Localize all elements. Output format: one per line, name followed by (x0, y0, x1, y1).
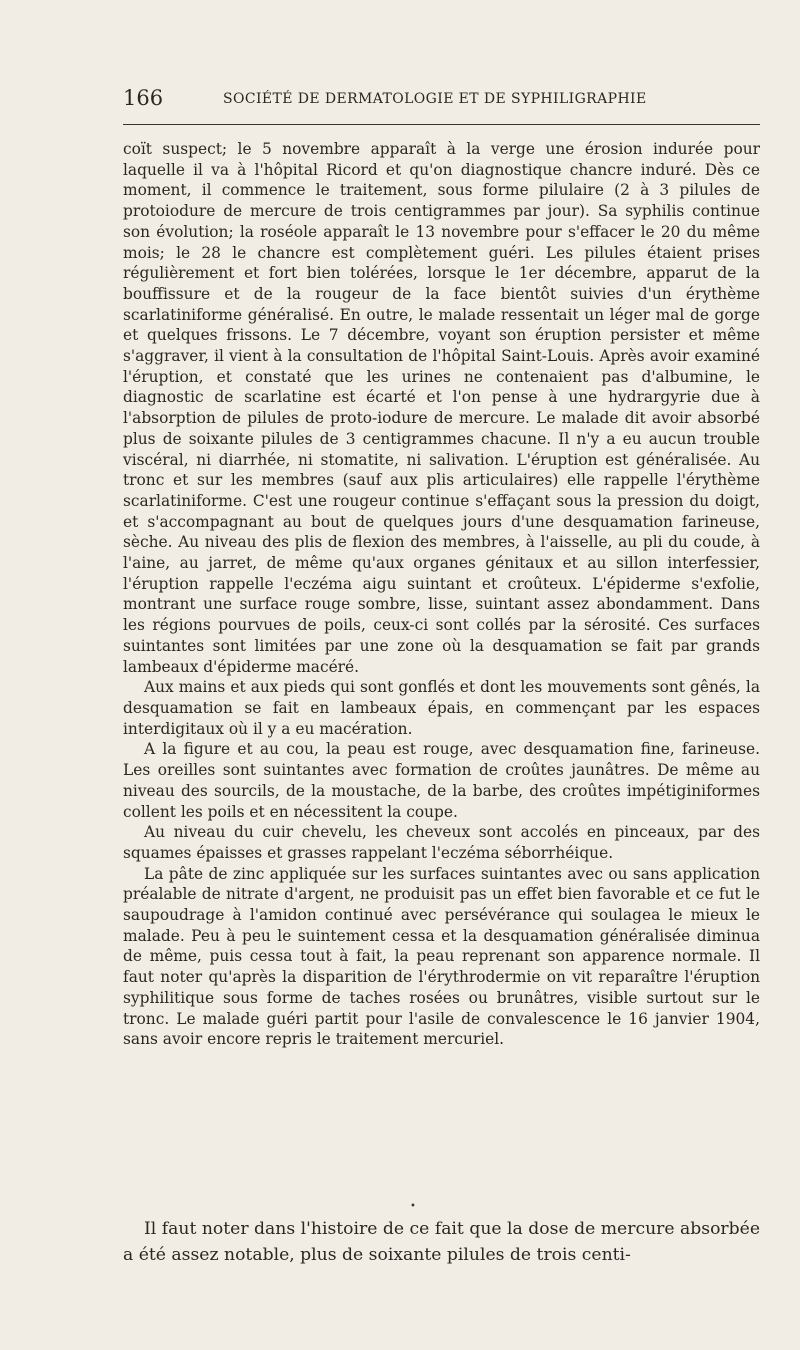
closing-section (123, 1216, 760, 1268)
body-text (123, 139, 760, 1050)
paragraph-face-neck: A la figure et au cou, la peau est rouge, avec desquamation fine, farineuse. Les oreilles sont suintantes avec formation de croûtes jaunâtres. De même au niveau des sourcils, de la moustache, de la barbe, des croûtes impétiginiformes collent les poils et en nécessitent la coupe. (123, 740, 760, 821)
paragraph-case-history: coït suspect; le 5 novembre apparaît à la verge une érosion indurée pour laquelle il va à l'hôpital Ricord et qu'on diagnostique chancre induré. Dès ce moment, il commence le traitement, sous forme pilulaire (2 à 3 pilules de protoiodure de mercure de trois centigrammes par jour). Sa syphilis continue son évolution; la roséole apparaît le 13 novembre pour s'effacer le 20 du même mois; le 28 le chancre est complètement guéri. Les pilules étaient prises régulièrement et fort bien tolérées, lorsque le 1er décembre, apparut de la bouffissure et de la rougeur de la face bientôt suivies d'un érythème scarlatiniforme généralisé. En outre, le malade ressentait un léger mal de gorge et quelques frissons. Le 7 décembre, voyant son éruption persister et même s'aggraver, il vient à la consultation de l'hôpital Saint-Louis. Après avoir examiné l'éruption, et constaté que les urines ne contenaient pas d'albumine, le diagnostic de scarlatine est écarté et l'on pense à une hydrargyrie due à l'absorption de pilules de proto-iodure de mercure. Le malade dit avoir absorbé plus de soixante pilules de 3 centigrammes chacune. Il n'y a eu aucun trouble viscéral, ni diarrhée, ni stomatite, ni salivation. L'éruption est généralisée. Au tronc et sur les membres (sauf aux plis articulaires) elle rappelle l'érythème scarlatiniforme. C'est une rougeur continue s'effaçant sous la pression du doigt, et s'accompagnant au bout de quelques jours d'une desquamation farineuse, sèche. Au niveau des plis de flexion des membres, à l'aisselle, au pli du coude, à l'aine, au jarret, de même qu'aux organes génitaux et au sillon interfessier, l'éruption rappelle l'eczéma aigu suintant et croûteux. L'épiderme s'exfolie, montrant une surface rouge sombre, lisse, suintant assez abondamment. Dans les régions pourvues de poils, ceux-ci sont collés par la sérosité. Ces surfaces suintantes sont limitées par une zone où la desquamation se fait par grands lambeaux d'épiderme macéré. (123, 140, 760, 676)
page-header (123, 86, 763, 110)
paragraph-hands-feet: Aux mains et aux pieds qui sont gonflés et dont les mouvements sont gênés, la desquamation se fait en lambeaux épais, en commençant par les espaces interdigitaux où il y a eu macération. (123, 678, 760, 738)
page-number: 166 (123, 86, 164, 110)
paragraph-treatment: La pâte de zinc appliquée sur les surfaces suintantes avec ou sans application préalable de nitrate d'argent, ne produisit pas un effet bien favorable et ce fut le saupoudrage à l'amidon continué avec persévérance qui soulagea le mieux le malade. Peu à peu le suintement cessa et la desquamation généralisée diminua de même, puis cessa tout à fait, la peau reprenant son apparence normale. Il faut noter qu'après la disparition de l'érythrodermie on vit reparaître l'éruption syphilitique sous forme de taches rosées ou brunâtres, visible surtout sur le tronc. Le malade guéri partit pour l'asile de convalescence le 16 janvier 1904, sans avoir encore repris le traitement mercuriel. (123, 864, 760, 1049)
paragraph-scalp: Au niveau du cuir chevelu, les cheveux sont accolés en pinceaux, par des squames épaisses et grasses rappelant l'eczéma séborrhéique. (123, 823, 760, 862)
paragraph-closing: Il faut noter dans l'histoire de ce fait que la dose de mercure absorbée a été assez notable, plus de soixante pilules de trois centi- (123, 1219, 760, 1265)
header-rule (123, 124, 760, 125)
section-mark: • (410, 1201, 416, 1212)
running-title: SOCIÉTÉ DE DERMATOLOGIE ET DE SYPHILIGRAPHIE (223, 91, 647, 107)
